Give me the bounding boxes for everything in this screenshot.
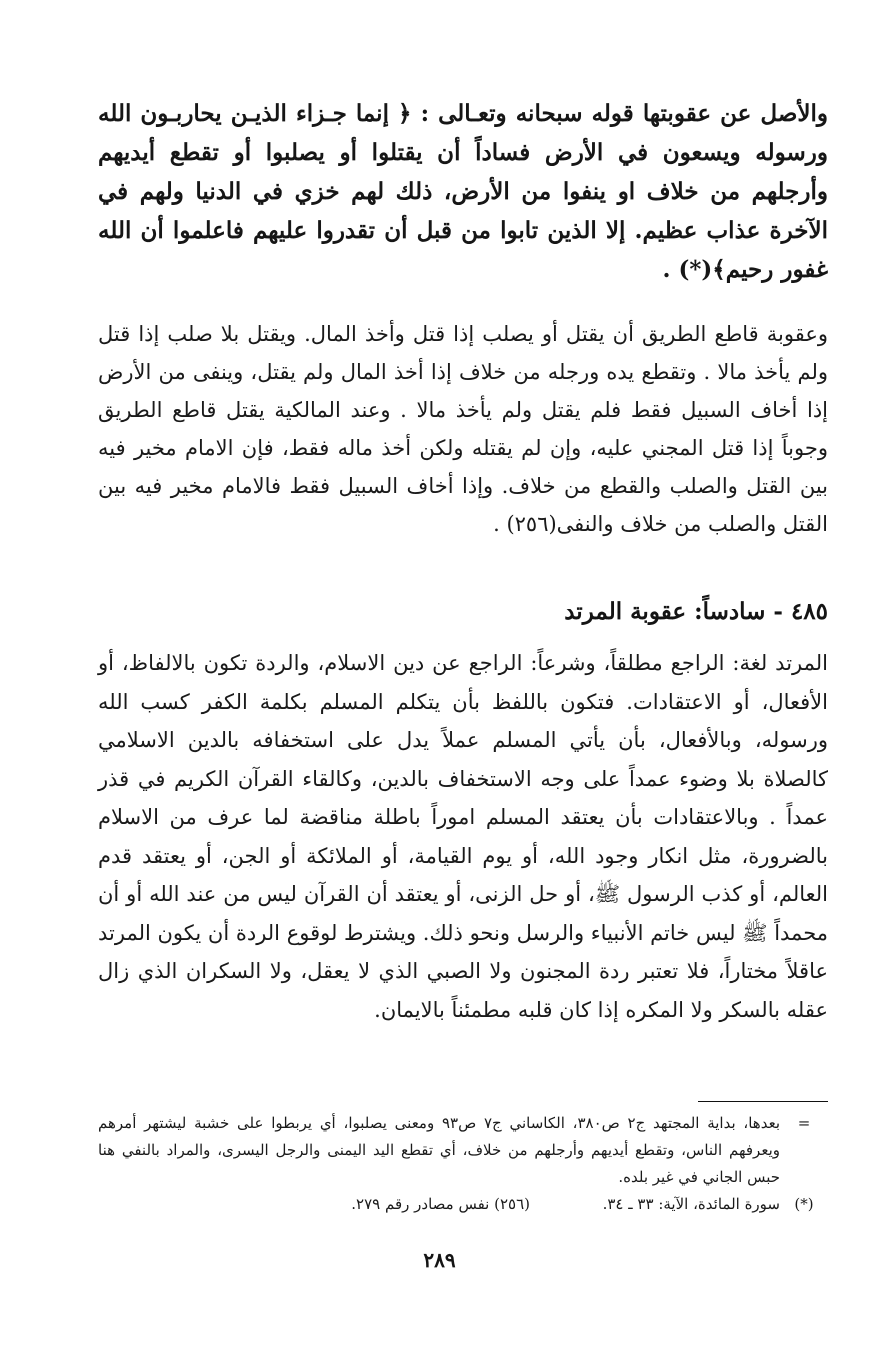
section-heading: ٤٨٥ - سادساً: عقوبة المرتد <box>564 598 828 625</box>
footnote-star-text: سورة المائدة، الآية: ٣٣ ـ ٣٤. <box>602 1195 780 1213</box>
apostate-paragraph: المرتد لغة: الراجع مطلقاً، وشرعاً: الراجع عن دين الاسلام، والردة تكون بالالفاظ، أو الأفعال، أو الاعتقادات. فتكون باللفظ بأن يتكلم المسلم بكلمة الكفر كسب الله ورسوله، وبالأفعال، بأن يأتي المسلم عملاً يدل على استخفافه بالدين الاسلامي كالصلاة بلا وضوء عمداً على وجه الاستخفاف بالدين، وكالقاء القرآن الكريم في قذر عمداً . وبالاعتقادات بأن يعتقد المسلم اموراً باطلة مناقضة لما عرف من الاسلام بالضرورة، مثل انكار وجود الله، أو يوم القيامة، أو الملائكة أو الجن، أو يعتقد قدم العالم، أو كذب الرسول ﷺ، أو حل الزنى، أو يعتقد أن القرآن ليس من عند الله أو أن محمداً ﷺ ليس خاتم الأنبياء والرسل ونحو ذلك. ويشترط لوقوع الردة أن يكون المرتد عاقلاً مختاراً، فلا تعتبر ردة المجنون ولا الصبي الذي لا يعقل، ولا السكران الذي زال عقله بالسكر ولا المكره إذا كان قلبه مطمئناً بالايمان. <box>98 651 828 1022</box>
page-number: ٢٨٩ <box>423 1248 456 1272</box>
footnote-star-marker: (*) <box>794 1195 814 1213</box>
footnote-separator <box>698 1101 828 1102</box>
footnote-256: (٢٥٦) نفس مصادر رقم ٢٧٩. <box>351 1195 530 1213</box>
highway-robbery-punishment-paragraph: وعقوبة قاطع الطريق أن يقتل أو يصلب إذا قتل وأخذ المال. ويقتل بلا صلب إذا قتل ولم يأخذ مالا . وتقطع يده ورجله من خلاف إذا أخذ المال ولم يقتل، وينفى من الأرض إذا أخاف السبيل فقط فلم يقتل ولم يأخذ مالا . وعند المالكية يقتل قاطع الطريق وجوباً إذا قتل المجني عليه، وإن لم يقتله ولكن أخذ ماله فقط، فإن الامام مخير فيه بين القتل والصلب والقطع من خلاف. وإذا أخاف السبيل فقط فالامام مخير فيه بين القتل والصلب من خلاف والنفى(٢٥٦) . <box>98 322 828 536</box>
footnote-continuation <box>98 1110 828 1191</box>
footnote-star-row <box>98 1191 828 1218</box>
footnote-continuation-marker: = <box>797 1114 811 1132</box>
verse-paragraph: والأصل عن عقوبتها قوله سبحانه وتعـالى : ﴿ إنما جـزاء الذيـن يحاربـون الله ورسوله ويسعون في الأرض فساداً أن يقتلوا أو يصلبوا أو تقطع أيديهم وأرجلهم من خلاف او ينفوا من الأرض، ذلك لهم خزي في الدنيا ولهم في الآخرة عذاب عظيم. إلا الذين تابوا من قبل أن تقدروا عليهم فاعلموا أن الله غفور رحيم﴾(*) . <box>98 100 828 283</box>
footnotes <box>98 1110 828 1218</box>
footnote-continuation-text: بعدها، بداية المجتهد ج٢ ص٣٨٠، الكاساني ج٧ ص٩٣ ومعنى يصلبوا، أي يربطوا على خشبة ليشتهر أمرهم ويعرفهم الناس، وتقطع أيديهم وأرجلهم من خلاف، أي تقطع اليد اليمنى والرجل اليسرى، والمراد بالنفي هنا حبس الجاني في غير بلده. <box>98 1114 780 1186</box>
